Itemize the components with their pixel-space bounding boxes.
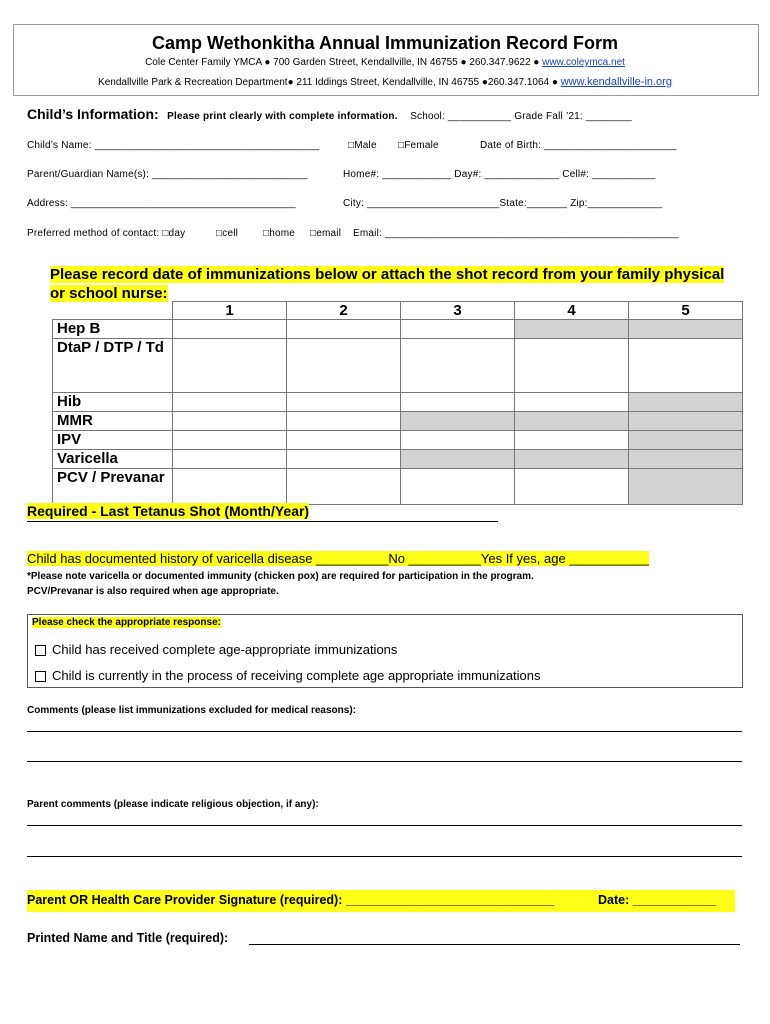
immunization-table (52, 301, 743, 505)
dose-cell[interactable] (173, 450, 287, 469)
dose-cell[interactable] (287, 469, 401, 505)
immunization-instructions: Please record date of immunizations below or attach the shot record from your family physical or school nurse: (50, 266, 725, 302)
religious-comment-line[interactable] (27, 856, 742, 857)
child-name-field[interactable]: Child’s Name: _______________________________________ (27, 140, 320, 151)
varicella-note: *Please note varicella or documented immunity (chicken pox) are required for participation in the program. (27, 571, 534, 582)
dose-cell[interactable] (401, 339, 515, 393)
dose-cell[interactable] (173, 320, 287, 339)
dose-cell[interactable] (173, 469, 287, 505)
dose-header: 5 (629, 302, 743, 320)
dose-cell[interactable] (173, 339, 287, 393)
dose-cell[interactable] (629, 339, 743, 393)
checkbox-icon[interactable] (35, 645, 46, 656)
dose-cell-shaded (515, 450, 629, 469)
guardian-field[interactable]: Parent/Guardian Name(s): ___________________________ (27, 169, 308, 180)
medical-comment-line[interactable] (27, 731, 742, 732)
dose-cell-shaded (629, 393, 743, 412)
pcv-note: PCV/Prevanar is also required when age appropriate. (27, 586, 279, 597)
vaccine-label: Hib (53, 393, 173, 412)
dose-cell[interactable] (401, 469, 515, 505)
dose-cell[interactable] (287, 431, 401, 450)
dose-header: 4 (515, 302, 629, 320)
dose-cell[interactable] (287, 339, 401, 393)
religious-comment-line[interactable] (27, 825, 742, 826)
school-grade-field[interactable]: School: ___________ Grade Fall ’21: ________ (410, 111, 632, 122)
child-info-heading-row (27, 106, 747, 124)
city-state-zip-field[interactable]: City: _______________________State:_______ Zip:_____________ (343, 198, 663, 209)
ymca-link[interactable]: www.coleymca.net (542, 57, 625, 68)
vaccine-label: DtaP / DTP / Td (53, 339, 173, 393)
tetanus-input-line[interactable] (27, 521, 498, 522)
dose-cell[interactable] (287, 412, 401, 431)
contact-home-option[interactable]: □home (263, 228, 296, 239)
form-title: Camp Wethonkitha Annual Immunization Record Form (151, 33, 619, 53)
dose-cell[interactable] (173, 431, 287, 450)
checkbox-icon[interactable] (35, 671, 46, 682)
dose-cell-shaded (629, 412, 743, 431)
dose-cell-shaded (515, 320, 629, 339)
vaccine-label: PCV / Prevanar (53, 469, 173, 505)
child-info-instruction: Please print clearly with complete information. (167, 111, 398, 122)
dose-cell[interactable] (515, 469, 629, 505)
dose-cell-shaded (515, 412, 629, 431)
dose-cell[interactable] (287, 320, 401, 339)
dose-cell[interactable] (401, 431, 515, 450)
dose-cell[interactable] (401, 320, 515, 339)
phone-fields[interactable]: Home#: ____________ Day#: _____________ Cell#: ___________ (343, 169, 656, 180)
tetanus-label: Required - Last Tetanus Shot (Month/Year) (27, 503, 310, 519)
printed-name-label: Printed Name and Title (required): (27, 931, 229, 945)
vaccine-label: IPV (53, 431, 173, 450)
dose-cell[interactable] (287, 450, 401, 469)
dose-cell[interactable] (515, 431, 629, 450)
contact-email-option[interactable]: □email (310, 228, 342, 239)
dose-cell[interactable] (515, 339, 629, 393)
dose-cell-shaded (629, 450, 743, 469)
medical-comment-line[interactable] (27, 761, 742, 762)
date-field[interactable]: Date: ____________ (598, 893, 717, 907)
dose-header: 3 (401, 302, 515, 320)
vaccine-label: MMR (53, 412, 173, 431)
female-checkbox[interactable]: □Female (398, 140, 439, 151)
religious-comments-label: Parent comments (please indicate religious objection, if any): (27, 799, 319, 810)
dob-field[interactable]: Date of Birth: _______________________ (480, 140, 677, 151)
contact-day-option[interactable]: Preferred method of contact: □day (27, 228, 186, 239)
parks-link[interactable]: www.kendallville-in.org (560, 76, 672, 88)
dose-cell-shaded (401, 412, 515, 431)
medical-comments-label: Comments (please list immunizations excluded for medical reasons): (27, 705, 356, 716)
dose-cell[interactable] (401, 393, 515, 412)
varicella-history[interactable]: Child has documented history of varicella disease __________No __________Yes If yes, age ___________ (27, 551, 649, 566)
dose-cell-shaded (629, 469, 743, 505)
dose-cell[interactable] (173, 412, 287, 431)
response-option-complete[interactable]: Child has received complete age-appropriate immunizations (35, 642, 397, 657)
address-field[interactable]: Address: _______________________________________ (27, 198, 296, 209)
response-option-in-process[interactable]: Child is currently in the process of receiving complete age appropriate immunizations (35, 668, 540, 683)
parks-address: Kendallville Park & Recreation Department● 211 Iddings Street, Kendallville, IN 46755 ●260.347.1064 ● www.kendallville-in.org (98, 76, 672, 88)
signature-field[interactable]: Parent OR Health Care Provider Signature (required): ______________________________ (27, 893, 555, 907)
email-field[interactable]: Email: ___________________________________________________ (353, 228, 679, 239)
response-title: Please check the appropriate response: (32, 617, 221, 628)
dose-cell[interactable] (287, 393, 401, 412)
contact-cell-option[interactable]: □cell (216, 228, 239, 239)
printed-name-line[interactable] (249, 944, 740, 945)
child-info-heading: Child’s Information: (27, 106, 159, 122)
vaccine-label: Varicella (53, 450, 173, 469)
vaccine-label: Hep B (53, 320, 173, 339)
male-checkbox[interactable]: □Male (348, 140, 377, 151)
dose-cell-shaded (629, 431, 743, 450)
dose-cell[interactable] (515, 393, 629, 412)
dose-cell-shaded (401, 450, 515, 469)
dose-cell-shaded (629, 320, 743, 339)
dose-header: 1 (173, 302, 287, 320)
ymca-address: Cole Center Family YMCA ● 700 Garden Street, Kendallville, IN 46755 ● 260.347.9622 ● www.coleymca.net (145, 57, 625, 68)
dose-header: 2 (287, 302, 401, 320)
dose-cell[interactable] (173, 393, 287, 412)
